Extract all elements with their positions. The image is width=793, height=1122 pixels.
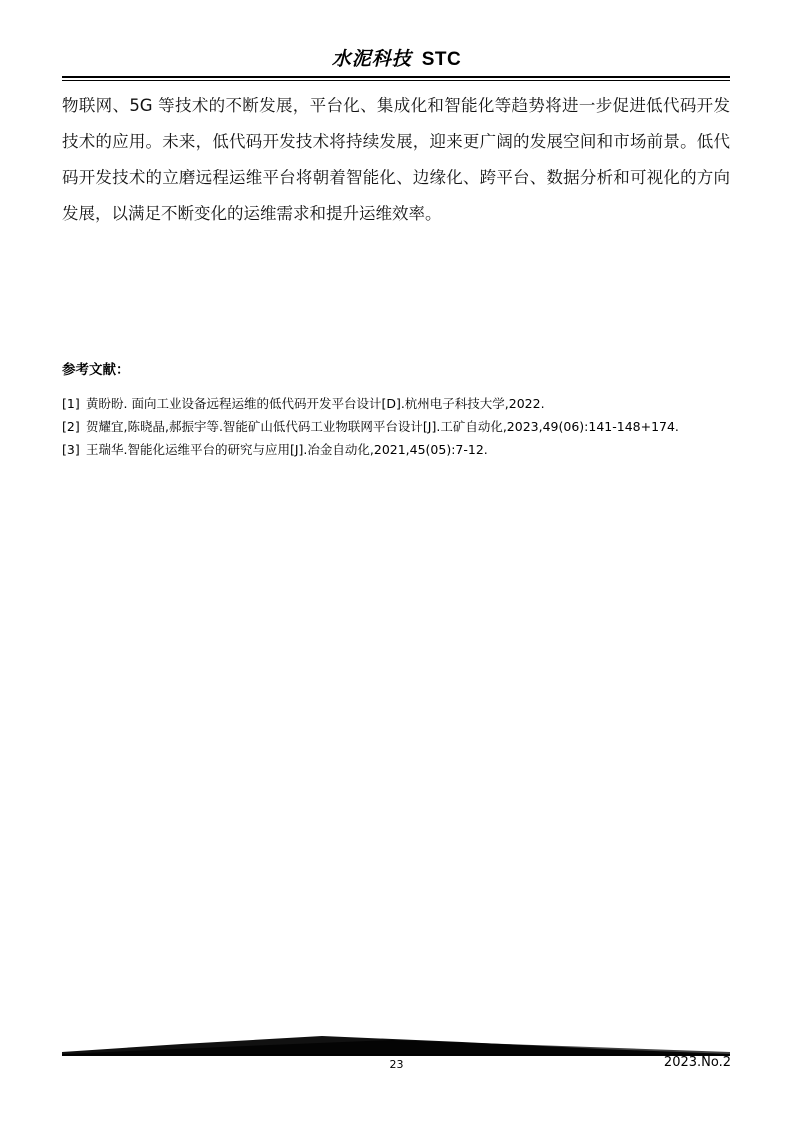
references-list	[62, 392, 730, 461]
reference-number: [3]	[62, 442, 80, 457]
reference-number: [1]	[62, 396, 80, 411]
reference-text: 贺耀宜,陈晓晶,郝振宇等.智能矿山低代码工业物联网平台设计[J].工矿自动化,2023,49(06):141-148+174.	[86, 419, 679, 434]
reference-number: [2]	[62, 419, 80, 434]
journal-title: 水泥科技	[331, 48, 412, 70]
footer-divider	[62, 1054, 730, 1055]
page-header	[0, 44, 793, 74]
header-divider-thin	[62, 80, 730, 81]
journal-abbreviation: STC	[421, 49, 462, 70]
issue-label: 2023.No.2	[663, 1055, 731, 1070]
page-number: 23	[389, 1058, 404, 1071]
list-item	[62, 392, 730, 415]
list-item	[62, 438, 730, 461]
body-paragraph: 物联网、5G 等技术的不断发展，平台化、集成化和智能化等趋势将进一步促进低代码开发技术的应用。未来，低代码开发技术将持续发展，迎来更广阔的发展空间和市场前景。低代码开发技术的立磨远程运维平台将朝着智能化、边缘化、跨平台、数据分析和可视化的方向发展，以满足不断变化的运维需求和提升运维效率。	[62, 96, 730, 223]
footer-wave-decoration	[62, 1030, 730, 1056]
header-divider-thick	[62, 76, 730, 78]
reference-text: 黄盼盼. 面向工业设备远程运维的低代码开发平台设计[D].杭州电子科技大学,2022.	[86, 396, 545, 411]
references-heading: 参考文献：	[62, 362, 130, 378]
reference-text: 王瑞华.智能化运维平台的研究与应用[J].冶金自动化,2021,45(05):7-12.	[86, 442, 488, 457]
list-item	[62, 415, 730, 438]
